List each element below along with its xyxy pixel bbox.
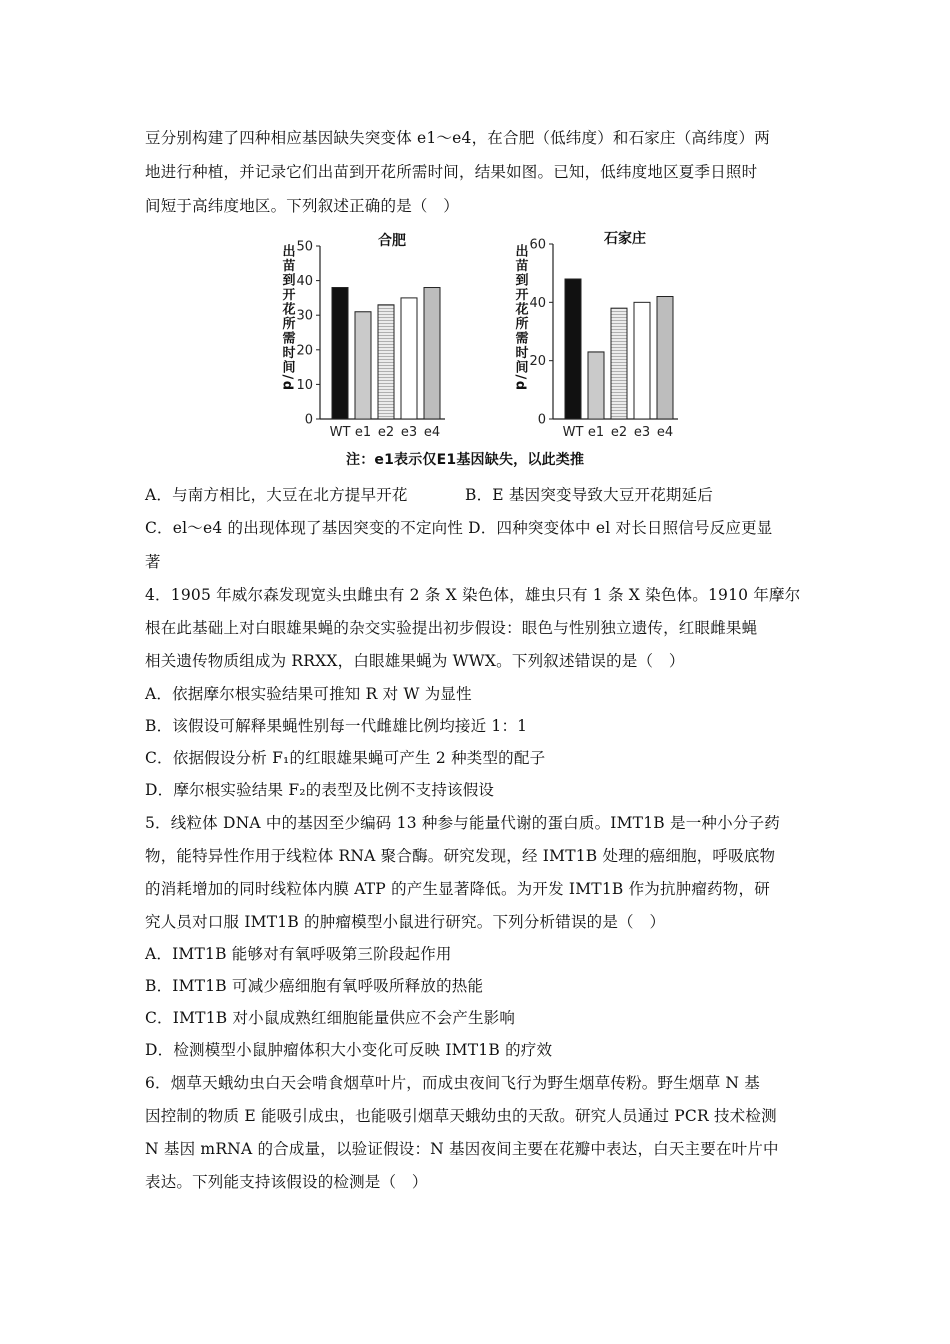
x-tick-label: e3	[633, 425, 651, 440]
q5-stem-line: 5．线粒体 DNA 中的基因至少编码 13 种参与能量代谢的蛋白质。IMT1B 是一种小分子药	[145, 814, 780, 832]
x-tick-label: e3	[400, 425, 418, 440]
bar-chart-figure	[270, 226, 690, 470]
bar-e1	[588, 352, 604, 419]
y-axis-label: 出苗到开花所需时间/d	[512, 244, 528, 392]
x-tick-label: WT	[562, 425, 584, 440]
q5-stem-line: 的消耗增加的同时线粒体内膜 ATP 的产生显著降低。为开发 IMT1B 作为抗肿瘤药物，研	[145, 880, 770, 898]
y-tick-label: 50	[296, 239, 313, 255]
bar-e1	[355, 312, 371, 419]
x-tick-label: e2	[610, 425, 628, 440]
y-tick-label: 0	[304, 412, 313, 428]
q4-option-d: D．摩尔根实验结果 F₂的表型及比例不支持该假设	[145, 781, 495, 799]
q5-option-a: A．IMT1B 能够对有氧呼吸第三阶段起作用	[145, 945, 452, 963]
bar-WT	[332, 288, 348, 419]
x-tick-label: e2	[377, 425, 395, 440]
q6-stem-line: 6．烟草天蛾幼虫白天会啃食烟草叶片，而成虫夜间飞行为野生烟草传粉。野生烟草 N 基	[145, 1074, 760, 1092]
q4-stem-line: 相关遗传物质组成为 RRXX，白眼雄果蝇为 WWX。下列叙述错误的是（ ）	[145, 652, 685, 670]
chart-title: 石家庄	[604, 231, 646, 247]
option-a: A．与南方相比，大豆在北方提早开花	[145, 486, 408, 504]
bar-WT	[565, 279, 581, 419]
q4-option-b: B．该假设可解释果蝇性别每一代雌雄比例均接近 1：1	[145, 717, 528, 735]
chart-title: 合肥	[378, 233, 406, 249]
y-tick-label: 10	[296, 377, 313, 393]
y-tick-label: 0	[537, 412, 546, 428]
figure-note: 注：e1表示仅E1基因缺失，以此类推	[346, 452, 585, 468]
q5-stem-line: 究人员对口服 IMT1B 的肿瘤模型小鼠进行研究。下列分析错误的是（ ）	[145, 913, 666, 931]
option-b: B．E 基因突变导致大豆开花期延后	[465, 486, 714, 504]
q5-option-c: C．IMT1B 对小鼠成熟红细胞能量供应不会产生影响	[145, 1009, 516, 1027]
y-tick-label: 30	[296, 308, 313, 324]
bar-e4	[424, 288, 440, 419]
x-tick-label: WT	[329, 425, 351, 440]
bar-e4	[657, 297, 673, 420]
bar-e2	[378, 305, 394, 419]
y-tick-label: 40	[529, 295, 546, 311]
q5-option-d: D．检测模型小鼠肿瘤体积大小变化可反映 IMT1B 的疗效	[145, 1041, 553, 1059]
bar-charts	[270, 226, 690, 470]
intro-line: 豆分别构建了四种相应基因缺失突变体 e1～e4，在合肥（低纬度）和石家庄（高纬度）两	[145, 129, 770, 147]
intro-line: 地进行种植，并记录它们出苗到开花所需时间，结果如图。已知，低纬度地区夏季日照时	[145, 163, 758, 181]
bar-e3	[401, 298, 417, 419]
bar-e2	[611, 308, 627, 419]
y-tick-label: 40	[296, 274, 313, 290]
y-tick-label: 20	[296, 343, 313, 359]
q5-stem-line: 物，能特异性作用于线粒体 RNA 聚合酶。研究发现，经 IMT1B 处理的癌细胞，呼吸底物	[145, 847, 776, 865]
option-c-continued: 著	[145, 553, 161, 571]
option-c: C．el～e4 的出现体现了基因突变的不定向性 D．四种突变体中 el 对长日照信号反应更显	[145, 519, 773, 537]
y-tick-label: 60	[529, 237, 546, 253]
q4-stem-line: 根在此基础上对白眼雄果蝇的杂交实验提出初步假设：眼色与性别独立遗传，红眼雌果蝇	[145, 619, 758, 637]
intro-line: 间短于高纬度地区。下列叙述正确的是（ ）	[145, 197, 460, 215]
q4-stem-line: 4．1905 年威尔森发现宽头虫雌虫有 2 条 X 染色体，雄虫只有 1 条 X 染色体。1910 年摩尔	[145, 586, 801, 604]
q5-option-b: B．IMT1B 可减少癌细胞有氧呼吸所释放的热能	[145, 977, 484, 995]
x-tick-label: e1	[587, 425, 605, 440]
q6-stem-line: 因控制的物质 E 能吸引成虫，也能吸引烟草天蛾幼虫的天敌。研究人员通过 PCR 技术检测	[145, 1107, 777, 1125]
bar-e3	[634, 302, 650, 419]
y-axis-label: 出苗到开花所需时间/d	[279, 244, 295, 392]
q4-option-a: A．依据摩尔根实验结果可推知 R 对 W 为显性	[145, 685, 472, 703]
q6-stem-line: 表达。下列能支持该假设的检测是（ ）	[145, 1173, 428, 1191]
x-tick-label: e4	[423, 425, 441, 440]
q4-option-c: C．依据假设分析 F₁的红眼雄果蝇可产生 2 种类型的配子	[145, 749, 546, 767]
q6-stem-line: N 基因 mRNA 的合成量，以验证假设：N 基因夜间主要在花瓣中表达，白天主要在叶片中	[145, 1140, 779, 1158]
x-tick-label: e4	[656, 425, 674, 440]
y-tick-label: 20	[529, 354, 546, 370]
x-tick-label: e1	[354, 425, 372, 440]
